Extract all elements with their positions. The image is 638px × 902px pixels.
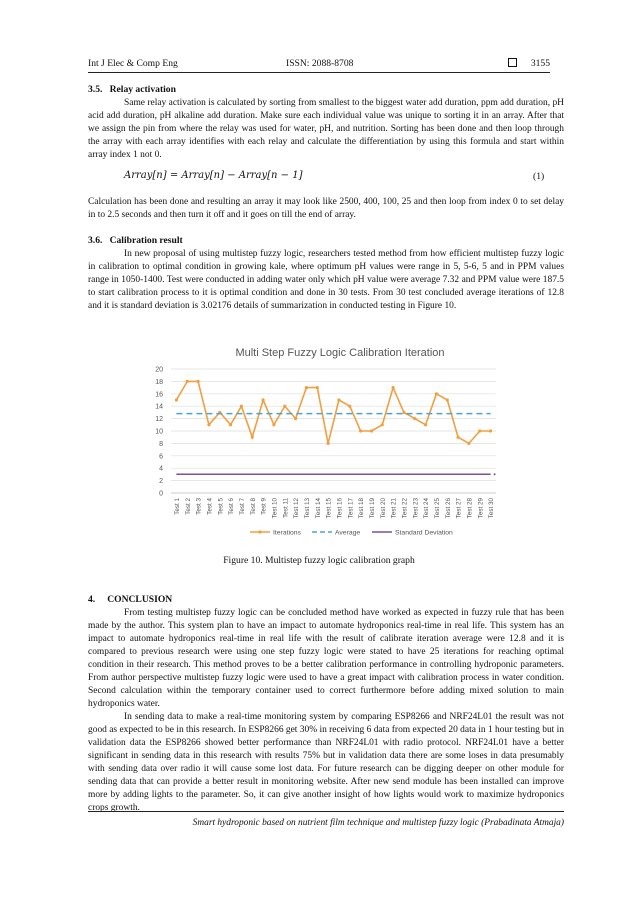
y-tick-label: 10 xyxy=(155,428,163,436)
y-tick-label: 6 xyxy=(159,453,163,461)
data-point xyxy=(348,405,351,408)
paragraph: In sending data to make a real-time monitoring system by comparing ESP8266 and NRF24L01 the result was not good as expected to be in this research. In ESP8266 get 30% in receiving 6 data from expected 20 data in 1 hour testing but in validation data the ESP8266 showed better performance than NRF24L01 with radio protocol. NRF24L01 have a better significant in sending data in this research with results 75% but in validation data there are some loses in data presumably with sending data over radio it will cause some lost data. For future research can be digging deeper on other module for sending data that can provide a better result in monitoring website. After new send module has been installed can improve more by adding lights to the parameter. So, it can give another insight of how lights would work to maximize hydroponics crops growth. xyxy=(88,712,564,813)
x-tick-label: Test 7 xyxy=(238,498,246,515)
data-point xyxy=(294,417,297,420)
data-point xyxy=(240,405,243,408)
x-tick-label: Test 26 xyxy=(444,498,452,519)
x-tick-label: Test 23 xyxy=(412,498,420,519)
data-point xyxy=(326,442,329,445)
equation-number: (1) xyxy=(533,171,545,182)
x-tick-label: Test 29 xyxy=(477,498,485,519)
series-line-iterations xyxy=(176,381,490,443)
x-tick-label: Test 1 xyxy=(173,498,181,515)
paragraph: Calculation has been done and resulting an array it may look like 2500, 400, 100, 25 and then loop from index 0 to set delay in to 2.5 seconds and then turn it off and it goes on till the end of array. xyxy=(88,197,564,220)
x-tick-label: Test 14 xyxy=(314,498,322,519)
x-tick-label: Test 8 xyxy=(249,498,257,515)
section-conclusion-body xyxy=(88,607,564,815)
data-point xyxy=(467,442,470,445)
y-tick-label: 12 xyxy=(155,416,163,424)
checkbox-icon xyxy=(508,58,517,67)
data-point xyxy=(478,429,481,432)
x-tick-label: Test 17 xyxy=(347,498,355,519)
y-tick-label: 20 xyxy=(155,366,163,374)
x-tick-label: Test 11 xyxy=(282,498,290,518)
y-tick-label: 8 xyxy=(159,440,163,448)
data-point xyxy=(251,436,254,439)
data-point xyxy=(391,386,394,389)
x-tick-label: Test 2 xyxy=(184,498,192,515)
x-tick-label: Test 16 xyxy=(336,498,344,519)
data-point xyxy=(261,398,264,401)
data-point xyxy=(381,423,384,426)
section-relay-para1 xyxy=(88,97,564,162)
data-point xyxy=(175,398,178,401)
series-end-marker xyxy=(494,473,496,475)
page-number: 3155 xyxy=(530,58,550,69)
x-tick-label: Test 21 xyxy=(390,498,398,519)
legend-marker xyxy=(258,530,261,533)
running-header xyxy=(88,58,550,73)
x-tick-label: Test 15 xyxy=(325,498,333,519)
data-point xyxy=(402,411,405,414)
data-point xyxy=(446,398,449,401)
figure-caption: Figure 10. Multistep fuzzy logic calibration graph xyxy=(223,555,415,566)
running-footer: Smart hydroponic based on nutrient film technique and multistep fuzzy logic (Prabadinata Atmaja) xyxy=(88,811,564,828)
y-tick-label: 16 xyxy=(155,391,163,399)
equation: Array[n] = Array[n] − Array[n − 1] xyxy=(124,170,303,181)
section-heading-relay: 3.5. Relay activation xyxy=(88,84,176,95)
issn: ISSN: 2088-8708 xyxy=(286,58,354,69)
legend-label: Average xyxy=(335,529,361,537)
data-point xyxy=(413,417,416,420)
x-tick-label: Test 10 xyxy=(271,498,279,519)
data-point xyxy=(370,429,373,432)
section-calibration-para1 xyxy=(88,248,564,313)
x-tick-label: Test 4 xyxy=(206,498,214,515)
x-tick-label: Test 28 xyxy=(466,498,474,519)
data-point xyxy=(272,423,275,426)
data-point xyxy=(424,423,427,426)
x-tick-label: Test 25 xyxy=(433,498,441,519)
x-tick-label: Test 20 xyxy=(379,498,387,519)
y-tick-label: 2 xyxy=(159,478,163,486)
page-number-block xyxy=(508,58,550,69)
section-relay-para2 xyxy=(88,196,564,222)
data-point xyxy=(207,423,210,426)
x-tick-label: Test 19 xyxy=(368,498,376,519)
chart-title: Multi Step Fuzzy Logic Calibration Iteration xyxy=(235,347,445,359)
x-tick-label: Test 22 xyxy=(401,498,409,519)
data-point xyxy=(337,398,340,401)
data-point xyxy=(229,423,232,426)
y-tick-label: 0 xyxy=(159,490,163,498)
data-point xyxy=(196,380,199,383)
y-tick-label: 14 xyxy=(155,403,163,411)
data-point xyxy=(283,405,286,408)
legend-label: Iterations xyxy=(273,529,301,537)
y-tick-label: 18 xyxy=(155,378,163,386)
x-tick-label: Test 6 xyxy=(228,498,236,515)
x-tick-label: Test 3 xyxy=(195,498,203,515)
data-point xyxy=(186,380,189,383)
x-tick-label: Test 12 xyxy=(293,498,301,519)
calibration-line-chart xyxy=(115,336,525,544)
x-tick-label: Test 9 xyxy=(260,498,268,515)
x-tick-label: Test 18 xyxy=(358,498,366,519)
x-tick-label: Test 13 xyxy=(303,498,311,519)
paragraph: Same relay activation is calculated by sorting from smallest to the biggest water add duration, ppm add duration, pH acid add duration, pH alkaline add duration. Make sure each individual value was unique to sorting it in an array. After that we assign the pin from where the relay was used for water, pH, and nutrition. Sorting has been done and then loop through the array with each array identifies with each relay and calculate the differentiation by using this formula and start within array index 1 not 0. xyxy=(88,98,564,160)
x-tick-label: Test 5 xyxy=(217,498,225,515)
paragraph: From testing multistep fuzzy logic can be concluded method have worked as expected in fuzzy rule that has been made by the author. This system plan to have an impact to automate hydroponics real-time in real life. This system has an impact to automate hydroponics real-time in real life with the result of calibrate iteration average were 12.8 and it is compared to previous research were using one step fuzzy logic were stated to have 25 iterations for reaching optimal condition in their research. This method proves to be a better calibration performance in controlling hydroponic parameters. From author perspective multistep fuzzy logic were used to have a great impact with calibration process in water condition. Second calculation within the temporary container used to correct furthermore before adding mixed solution to main hydroponics water. xyxy=(88,608,564,709)
x-tick-label: Test 27 xyxy=(455,498,463,519)
paragraph: In new proposal of using multistep fuzzy logic, researchers tested method from how efficient multistep fuzzy logic in calibration to optimal condition in growing kale, where optimum pH values were range in 5, 5-6, 5 and in PPM values range in 1050-1400. Test were conducted in adding water only which pH value were average 7.32 and PPM value were 187.5 to start calibration process to it is optimal condition and done in 30 tests. From 30 test concluded average iterations of 12.8 and it is standard deviation is 3.02176 details of summarization in conducted testing in Figure 10. xyxy=(88,249,564,311)
data-point xyxy=(489,429,492,432)
x-tick-label: Test 30 xyxy=(488,498,496,519)
journal-name: Int J Elec & Comp Eng xyxy=(88,58,178,69)
y-tick-label: 4 xyxy=(159,465,163,473)
section-heading-conclusion: 4. CONCLUSION xyxy=(88,594,173,605)
legend-label: Standard Deviation xyxy=(395,529,453,537)
data-point xyxy=(435,392,438,395)
data-point xyxy=(456,436,459,439)
data-point xyxy=(359,429,362,432)
data-point xyxy=(305,386,308,389)
section-heading-calibration: 3.6. Calibration result xyxy=(88,235,183,246)
data-point xyxy=(316,386,319,389)
x-tick-label: Test 24 xyxy=(423,498,431,519)
